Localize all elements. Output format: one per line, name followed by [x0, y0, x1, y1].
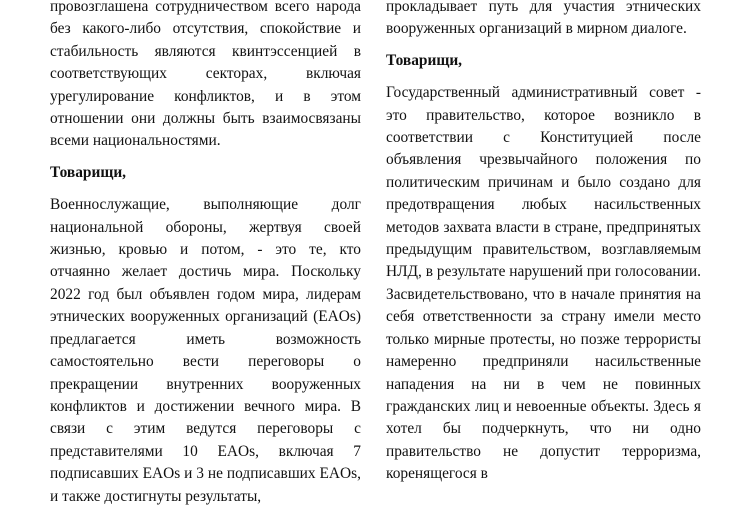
- right-column: [386, 0, 701, 486]
- right-paragraph-2: Государственный административный совет - это правительство, которое возникло в соответствии с Конституцией после объявления чрезвычайного положения по политическим причинам и было создано для предотвращения любых насильственных методов захвата власти в стране, предпринятых предыдущим правительством, возглавляемым НЛД, в результате нарушений при голосовании. Засвидетельствовано, что в начале принятия на себя ответственности за страну имели место только мирные протесты, но позже террористы намеренно предприняли насильственные нападения на ни в чем не повинных гражданских лиц и невоенные объекты. Здесь я хотел бы подчеркнуть, что ни одно правительство не допустит терроризма, коренящегося в: [386, 84, 701, 483]
- left-paragraph-2: Военнослужащие, выполняющие долг национальной обороны, жертвуя своей жизнью, кровью и потом, - это те, кто отчаянно желает достичь мира. Поскольку 2022 год был объявлен годом мира, лидерам этнических вооруженных организаций (EAOs) предлагается иметь возможность самостоятельно вести переговоры о прекращении внутренних вооруженных конфликтов и достижении вечного мира. В связи с этим ведутся переговоры с представителями 10 EAOs, включая 7 подписавших EAOs и 3 не подписавших EAOs, и также достигнуты результаты,: [50, 196, 361, 505]
- left-heading: Товарищи,: [50, 163, 127, 181]
- left-column: [50, 0, 361, 508]
- right-heading: Товарищи,: [386, 51, 463, 69]
- right-paragraph-1: прокладывает путь для участия этнических вооруженных организаций в мирном диалоге.: [386, 0, 701, 38]
- left-paragraph-1: провозглашена сотрудничеством всего народа без какого-либо отсутствия, спокойствие и стабильность являются квинтэссенцией в соответствующих секторах, включая урегулирование конфликтов, и в этом отношении они должны быть взаимосвязаны всеми национальностями.: [50, 0, 361, 150]
